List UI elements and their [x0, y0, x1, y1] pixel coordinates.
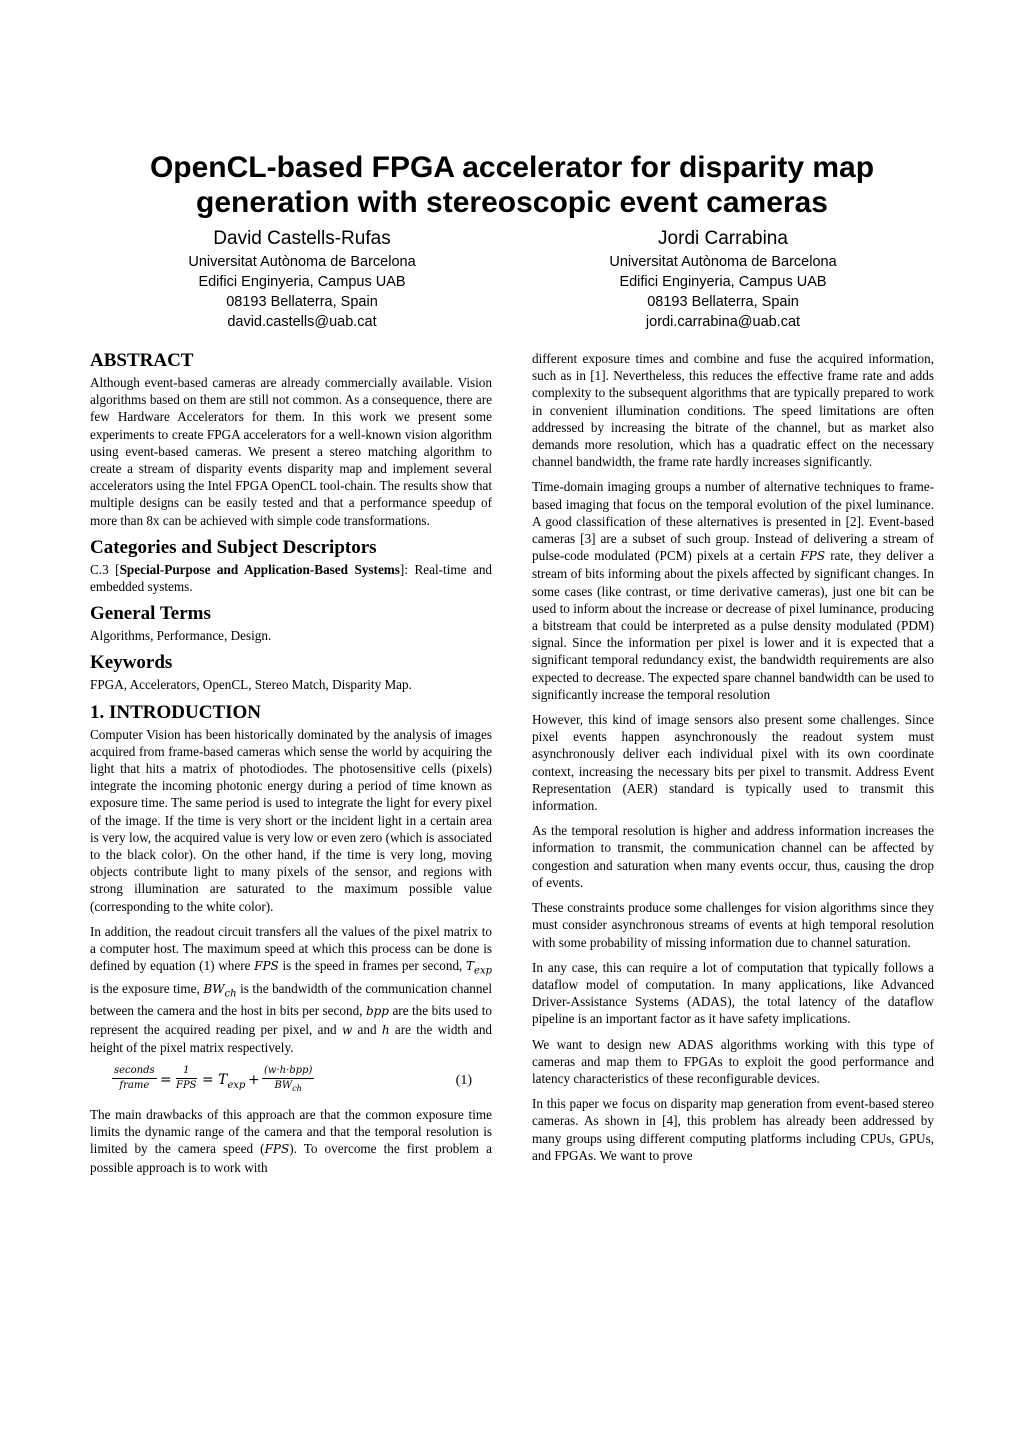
right-paragraph-1: different exposure times and combine and fuse the acquired information, such as in [1]. Nevertheless, this reduces the effective frame rate and adds complexity to the subsequent algorithms that are typically prepared to work in convenient illumination conditions. The speed limitations are often addressed by increasing the bitrate of the channel, but as market also demands more resolution, which has a quadratic effect on the necessary channel bandwidth, the frame rate hardly increases significantly. [532, 351, 934, 470]
right-paragraph-8: In this paper we focus on disparity map generation from event-based stereo cameras. As shown in [4], this problem has already been addressed by many groups using different computing platforms including CPUs, GPUs, and FPGAs. We want to prove [532, 1096, 934, 1163]
author-name: Jordi Carrabina [658, 228, 788, 249]
intro-paragraph-3 [90, 1106, 492, 1176]
author-block-1 [132, 226, 472, 332]
math-subscript: exp [227, 1079, 246, 1091]
text-span: The main drawbacks of this approach are that the common exposure time limits the dynamic range of the camera and that the temporal resolution is limited by the camera speed ( [90, 1107, 492, 1157]
equation-1 [90, 1064, 492, 1098]
title-line-2: generation with stereoscopic event cameras [196, 186, 828, 219]
math-subscript: ch [224, 988, 237, 1000]
text-span: rate, they deliver a stream of bits informing about the pixels affected by significant changes. In some cases (like contrast, or time derivative cameras), just one bit can be used to inform about the increase or decrease of pixel luminance, producing a bitstream that could be interpreted as a pulse density modulated (PDM) signal. Since the information per pixel is lower and it is expected that a significant temporal redundancy exist, the bandwidth requirements are also expected to decrease. The expected spare channel bandwidth can be used to significantly increase the temporal resolution [532, 548, 934, 702]
math-fps: FPS [264, 1142, 290, 1157]
math-h: h [381, 1022, 390, 1037]
abstract-text: Although event-based cameras are already commercially available. Vision algorithms based on them are still not common. As a consequence, there are few Hardware Accelerators for them. In this work we present some experiments to create FPGA accelerators for a well-known vision algorithm using event-based cameras. We present a stereo matching algorithm to create a stream of disparity events disparity map and implement several accelerators using the Intel FPGA OpenCL tool-chain. The results show that multiple designs can be easily tested and that a performance speedup of more than 8x can be achieved with simple code transformations. [90, 375, 492, 528]
categories-bold: Special-Purpose and Application-Based Systems [119, 561, 400, 577]
author-name: David Castells-Rufas [213, 228, 391, 249]
math-symbol: T [466, 959, 475, 974]
author-email: david.castells@uab.cat [227, 314, 377, 330]
text-span: ). To overcome the first problem a possible approach is to work with [90, 1141, 493, 1175]
author-affiliation: Universitat Autònoma de Barcelona [609, 254, 837, 270]
general-terms-text: Algorithms, Performance, Design. [90, 628, 272, 644]
eq-denominator [262, 1079, 314, 1096]
right-paragraph-4: As the temporal resolution is higher and address information increases the information to transmit, the communication channel can be affected by congestion and saturation when many events occur, thus, causing the drop of events. [532, 823, 934, 890]
right-paragraph-3: However, this kind of image sensors also present some challenges. Since pixel events happen asynchronously the readout system must asynchronously deliver each individual pixel with its own coordinate context, increasing the necessary bits per pixel to transmit. Address Event Representation (AER) standard is typically used to transmit this information. [532, 712, 934, 814]
right-paragraph-5: These constraints produce some challenges for vision algorithms since they must consider asynchronous streams of events at high temporal resolution with some probability of missing information due to channel saturation. [532, 900, 934, 950]
fraction-seconds-frame [112, 1064, 157, 1093]
text-span: are the bits used to represent the acquired reading per pixel, and [90, 1003, 492, 1037]
math-fps: FPS [800, 549, 826, 564]
general-terms-heading: General Terms [90, 603, 211, 625]
categories-text [90, 561, 492, 595]
text-span: are the width and height of the pixel matrix respectively. [90, 1021, 493, 1055]
equals-sign: = [202, 1072, 214, 1089]
eq-texp [218, 1072, 245, 1094]
paper-title [0, 150, 1024, 220]
left-column [90, 350, 492, 1184]
keywords-text: FPGA, Accelerators, OpenCL, Stereo Match, Disparity Map. [90, 677, 412, 693]
author-city: 08193 Bellaterra, Spain [226, 294, 378, 310]
categories-suffix: ]: Real-time and embedded systems. [90, 561, 493, 595]
math-subscript: ch [292, 1084, 302, 1094]
author-building: Edifici Enginyeria, Campus UAB [619, 274, 827, 290]
introduction-heading: 1. INTRODUCTION [90, 701, 262, 723]
eq-denominator: FPS [176, 1080, 197, 1092]
plus-sign: + [248, 1072, 260, 1089]
eq-denominator: frame [119, 1080, 150, 1092]
author-building: Edifici Enginyeria, Campus UAB [198, 274, 406, 290]
author-email: jordi.carrabina@uab.cat [645, 314, 801, 330]
math-fps: FPS [254, 959, 279, 974]
right-paragraph-2 [532, 478, 934, 703]
math-bwch [203, 981, 237, 1000]
math-texp [466, 959, 493, 977]
categories-heading: Categories and Subject Descriptors [90, 536, 377, 558]
math-symbol: BW [274, 1080, 293, 1092]
text-span: and [352, 1021, 382, 1037]
text-span: Time-domain imaging groups a number of alternative techniques to frame-based imaging that focus on the temporal evolution of the pixel luminance. A good classification of these alternatives is presented in [2]. Event-based cameras [3] are a subset of such group. Instead of delivering a stream of pulse-code modulated (PCM) pixels at a certain [532, 479, 934, 564]
keywords-heading: Keywords [90, 652, 173, 674]
author-city: 08193 Bellaterra, Spain [647, 294, 799, 310]
title-line-1: OpenCL-based FPGA accelerator for disparity map [149, 151, 875, 184]
intro-paragraph-2 [90, 923, 492, 1056]
intro-paragraph-1: Computer Vision has been historically dominated by the analysis of images acquired from frame-based cameras which sense the world by acquiring the light that hits a matrix of photodiodes. The photosensitive cells (pixels) integrate the incoming photonic energy during a period of time known as exposure time. The same period is used to integrate the light for every pixel of the image. If the time is very short or the incident light in a certain area is very low, the acquired value is very low or even zero (which is associated to the black color). On the other hand, if the time is very long, moving objects contribute light to many pixels of the sensor, and regions with strong illumination are saturated to the maximum possible value (corresponding to the white color). [90, 726, 492, 914]
equation-number: (1) [455, 1073, 472, 1089]
fraction-one-fps [176, 1064, 197, 1093]
text-span: is the exposure time, [90, 980, 204, 996]
equals-sign: = [160, 1072, 172, 1089]
author-block-2 [553, 226, 893, 332]
text-span: In addition, the readout circuit transfers all the values of the pixel matrix to a computer host. The maximum speed at which this process can be done is defined by equation (1) where [90, 923, 492, 974]
eq-numerator: 1 [176, 1064, 197, 1079]
abstract-heading: ABSTRACT [90, 350, 194, 371]
text-span: is the speed in frames per second, [278, 958, 467, 974]
math-w: w [341, 1022, 353, 1037]
math-bpp: bpp [365, 1004, 389, 1019]
math-symbol: BW [203, 981, 225, 996]
text-span: is the bandwidth of the communication channel between the camera and the host in bits per second, [90, 980, 493, 1019]
eq-numerator: (w·h·bpp) [262, 1064, 314, 1079]
categories-prefix: C.3 [ [90, 561, 120, 577]
right-paragraph-6: In any case, this can require a lot of computation that typically follows a dataflow model of computation. In many applications, like Advanced Driver-Assistance Systems (ADAS), the total latency of the dataflow pipeline is an important factor as it have safety implications. [532, 959, 934, 1027]
math-symbol: T [218, 1072, 228, 1089]
right-column [532, 350, 934, 1172]
fraction-bandwidth [262, 1064, 314, 1096]
math-subscript: exp [474, 965, 493, 977]
author-affiliation: Universitat Autònoma de Barcelona [188, 254, 416, 270]
eq-numerator: seconds [112, 1064, 157, 1079]
right-paragraph-7: We want to design new ADAS algorithms working with this type of cameras and map them to FPGAs to exploit the good performance and latency characteristics of these reconfigurable devices. [532, 1036, 934, 1086]
